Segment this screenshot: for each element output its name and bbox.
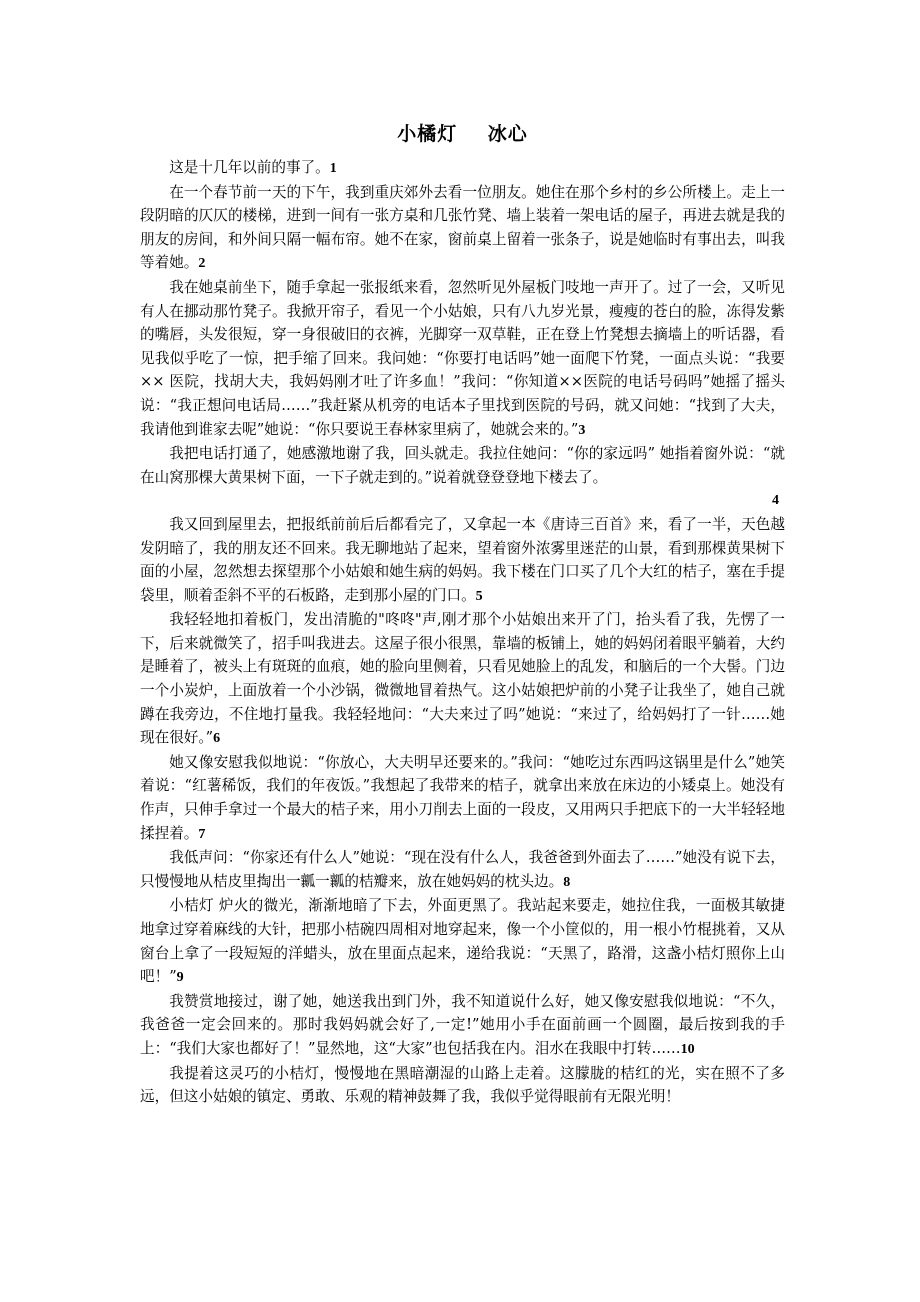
- document-page: [140, 120, 785, 1109]
- paragraph-number-line: [140, 489, 785, 513]
- paragraph-text: 我又回到屋里去，把报纸前前后后都看完了，又拿起一本《唐诗三百首》来，看了一半，天色越发阴暗了，我的朋友还不回来。我无聊地站了起来，望着窗外浓雾里迷茫的山景，看到那棵黄果树下面的小屋，忽然想去探望那个小姑娘和她生病的妈妈。我下楼在门口买了几个大红的桔子，塞在手提袋里，顺着歪斜不平的石板路，走到那小屋的门口。: [140, 515, 785, 604]
- paragraph: [140, 990, 785, 1062]
- paragraph-text: 我低声问：“你家还有什么人”她说：“现在没有什么人，我爸爸到外面去了……”她没有说下去，只慢慢地从桔皮里掏出一瓤一瓤的桔瓣来，放在她妈妈的枕头边。: [140, 849, 785, 890]
- paragraph: [140, 276, 785, 442]
- paragraph: [140, 751, 785, 846]
- paragraph: [140, 156, 785, 181]
- paragraph: [140, 894, 785, 989]
- paragraph-number: 7: [198, 826, 206, 842]
- paragraph: [140, 181, 785, 276]
- paragraph: [140, 442, 785, 489]
- paragraph-text: 她又像安慰我似地说：“你放心，大夫明早还要来的。”我问：“她吃过东西吗这锅里是什么”她笑着说：“红薯稀饭，我们的年夜饭。”我想起了我带来的桔子，就拿出来放在床边的小矮桌上。她没有作声，只伸手拿过一个最大的桔子来，用小刀削去上面的一段皮，又用两只手把底下的一大半轻轻地揉捏着。: [140, 753, 785, 842]
- paragraph-text: 在一个春节前一天的下午，我到重庆郊外去看一位朋友。她住在那个乡村的乡公所楼上。走上一段阴暗的仄仄的楼梯，进到一间有一张方桌和几张竹凳、墙上装着一架电话的屋子，再进去就是我的朋友的房间，和外间只隔一幅布帘。她不在家，窗前桌上留着一张条子，说是她临时有事出去，叫我等着她。: [140, 183, 785, 272]
- paragraph-number: 5: [475, 588, 483, 604]
- paragraph: [140, 608, 785, 751]
- paragraph-text: 我在她桌前坐下，随手拿起一张报纸来看，忽然听见外屋板门吱地一声开了。过了一会，又听见有人在挪动那竹凳子。我掀开帘子，看见一个小姑娘，只有八九岁光景，瘦瘦的苍白的脸，冻得发紫的嘴唇，头发很短，穿一身很破旧的衣裤，光脚穿一双草鞋，正在登上竹凳想去摘墙上的听话器，看见我似乎吃了一惊，把手缩了回来。我问她：“你要打电话吗”她一面爬下竹凳，一面点头说：“我要×× 医院，找胡大夫，我妈妈刚才吐了许多血！”我问：“你知道××医院的电话号码吗”她摇了摇头说：“我正想问电话局……”我赶紧从机旁的电话本子里找到医院的号码，就又问她：“找到了大夫，我请他到谁家去呢”她说：“你只要说王春林家里病了，她就会来的。”: [140, 278, 785, 438]
- paragraph-number: 6: [213, 731, 221, 747]
- paragraph-number: 8: [563, 874, 571, 890]
- paragraph-text: 这是十几年以前的事了。: [169, 159, 330, 176]
- paragraph-text: 我轻轻地扣着板门，发出清脆的"咚咚"声,刚才那个小姑娘出来开了门，抬头看了我，先愣了一下，后来就微笑了，招手叫我进去。这屋子很小很黑，靠墙的板铺上，她的妈妈闭着眼平躺着，大约是睡着了，被头上有斑斑的血痕，她的脸向里侧着，只看见她脸上的乱发，和脑后的一个大髻。门边一个小炭炉，上面放着一个小沙锅，微微地冒着热气。这小姑娘把炉前的小凳子让我坐了，她自己就蹲在我旁边，不住地打量我。我轻轻地问：“大夫来过了吗”她说：“来过了，给妈妈打了一针……她现在很好。”: [140, 611, 785, 747]
- paragraph-number: 10: [680, 1041, 695, 1057]
- paragraph-text: 我赞赏地接过，谢了她，她送我出到门外，我不知道说什么好，她又像安慰我似地说：“不久，我爸爸一定会回来的。那时我妈妈就会好了,一定!”她用小手在面前画一个圆圈，最后按到我的手上：“我们大家也都好了！”显然地，这“大家”也包括我在内。泪水在我眼中打转……: [140, 992, 785, 1057]
- paragraph-number: 1: [329, 161, 337, 176]
- paragraph-number: 4: [772, 493, 779, 509]
- paragraph-number: 2: [198, 256, 206, 272]
- paragraph-number: 3: [578, 422, 586, 438]
- paragraph: [140, 846, 785, 894]
- paragraph-text: 小桔灯 炉火的微光，渐渐地暗了下去，外面更黑了。我站起来要走，她拉住我，一面极其敏捷地拿过穿着麻线的大针，把那小桔碗四周相对地穿起来，像一个小筐似的，用一根小竹棍挑着，又从窗台上拿了一段短短的洋蜡头，放在里面点起来，递给我说：“天黑了，路滑，这盏小桔灯照你上山吧！”: [140, 897, 785, 986]
- document-title: 小橘灯 冰心: [397, 123, 528, 145]
- paragraph-text: 我把电话打通了，她感激地谢了我，回头就走。我拉住她问：“你的家远吗” 她指着窗外说：“就在山窝那棵大黄果树下面，一下子就走到的。”说着就登登登地下楼去了。: [140, 445, 785, 486]
- paragraph: [140, 1062, 785, 1109]
- paragraph-text: 我提着这灵巧的小桔灯，慢慢地在黑暗潮湿的山路上走着。这朦胧的桔红的光，实在照不了多远，但这小姑娘的镇定、勇敢、乐观的精神鼓舞了我，我似乎觉得眼前有无限光明！: [140, 1064, 785, 1106]
- document-body: [140, 156, 785, 1109]
- paragraph: [140, 513, 785, 608]
- paragraph-number: 9: [176, 970, 184, 986]
